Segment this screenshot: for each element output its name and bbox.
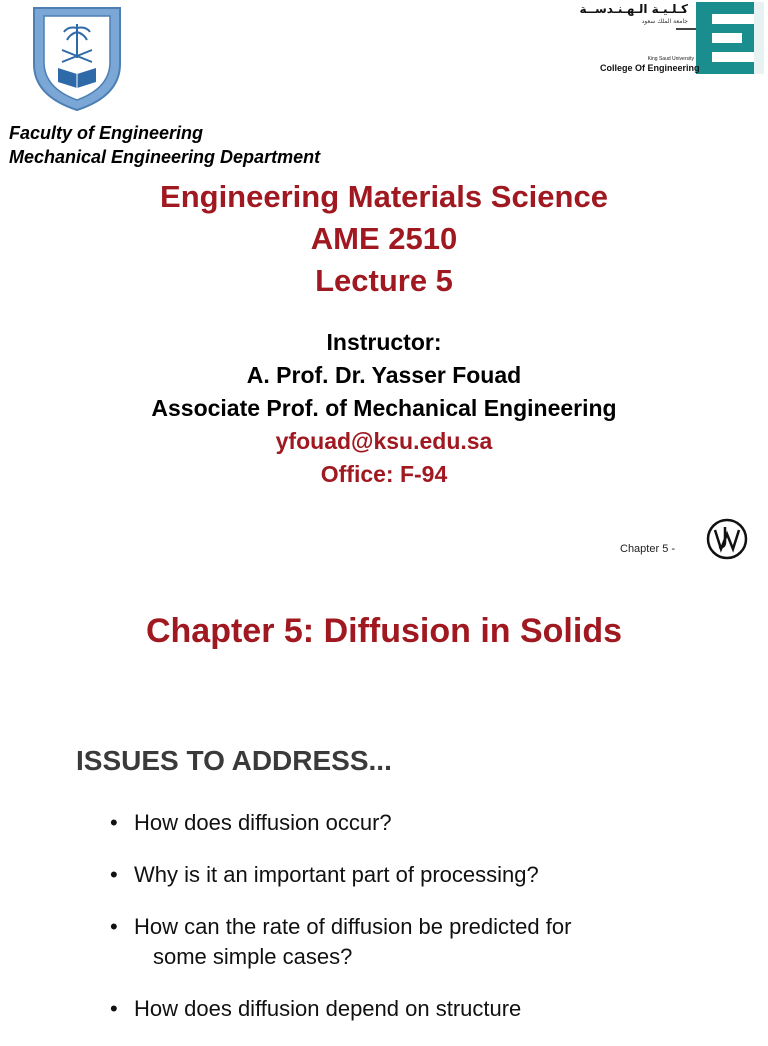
instructor-name: A. Prof. Dr. Yasser Fouad — [246, 362, 522, 388]
bullet-text-continued: some simple cases? — [153, 944, 353, 969]
instructor-label: Instructor: — [326, 329, 442, 355]
list-item — [110, 860, 730, 890]
college-arabic-name: كـلـيـة الـهـنـدســة — [579, 2, 688, 16]
lecture-number: Lecture 5 — [315, 263, 453, 298]
instructor-position: Associate Prof. of Mechanical Engineering — [151, 395, 617, 421]
ksu-seal-logo — [30, 4, 124, 112]
bullet-text: Why is it an important part of processing? — [134, 862, 539, 887]
wiley-logo-icon — [706, 518, 748, 560]
course-code: AME 2510 — [310, 221, 458, 256]
university-arabic-name: جامعة الملك سعود — [641, 18, 688, 25]
course-name: Engineering Materials Science — [160, 179, 608, 214]
faculty-name: Faculty of Engineering — [9, 123, 204, 143]
list-item — [110, 808, 730, 838]
bullet-text: How can the rate of diffusion be predicted for — [134, 914, 572, 939]
instructor-block — [0, 326, 768, 491]
issues-list — [110, 808, 730, 1046]
university-name: King Saud University — [647, 56, 694, 62]
college-of-engineering-logo — [579, 0, 768, 76]
department-name: Mechanical Engineering Department — [9, 147, 321, 167]
chapter-title: Chapter 5: Diffusion in Solids — [145, 612, 623, 650]
bullet-text: How does diffusion occur? — [134, 810, 392, 835]
issues-heading: ISSUES TO ADDRESS... — [76, 745, 392, 776]
instructor-office: Office: F-94 — [320, 461, 448, 487]
bullet-text: How does diffusion depend on structure — [134, 996, 522, 1021]
list-item — [110, 994, 730, 1024]
college-name: College Of Engineering — [600, 63, 700, 73]
faculty-header — [9, 121, 320, 169]
list-item — [110, 912, 730, 972]
chapter-footer: Chapter 5 - — [620, 543, 676, 555]
course-title-block — [0, 176, 768, 302]
instructor-email[interactable]: yfouad@ksu.edu.sa — [275, 428, 493, 454]
